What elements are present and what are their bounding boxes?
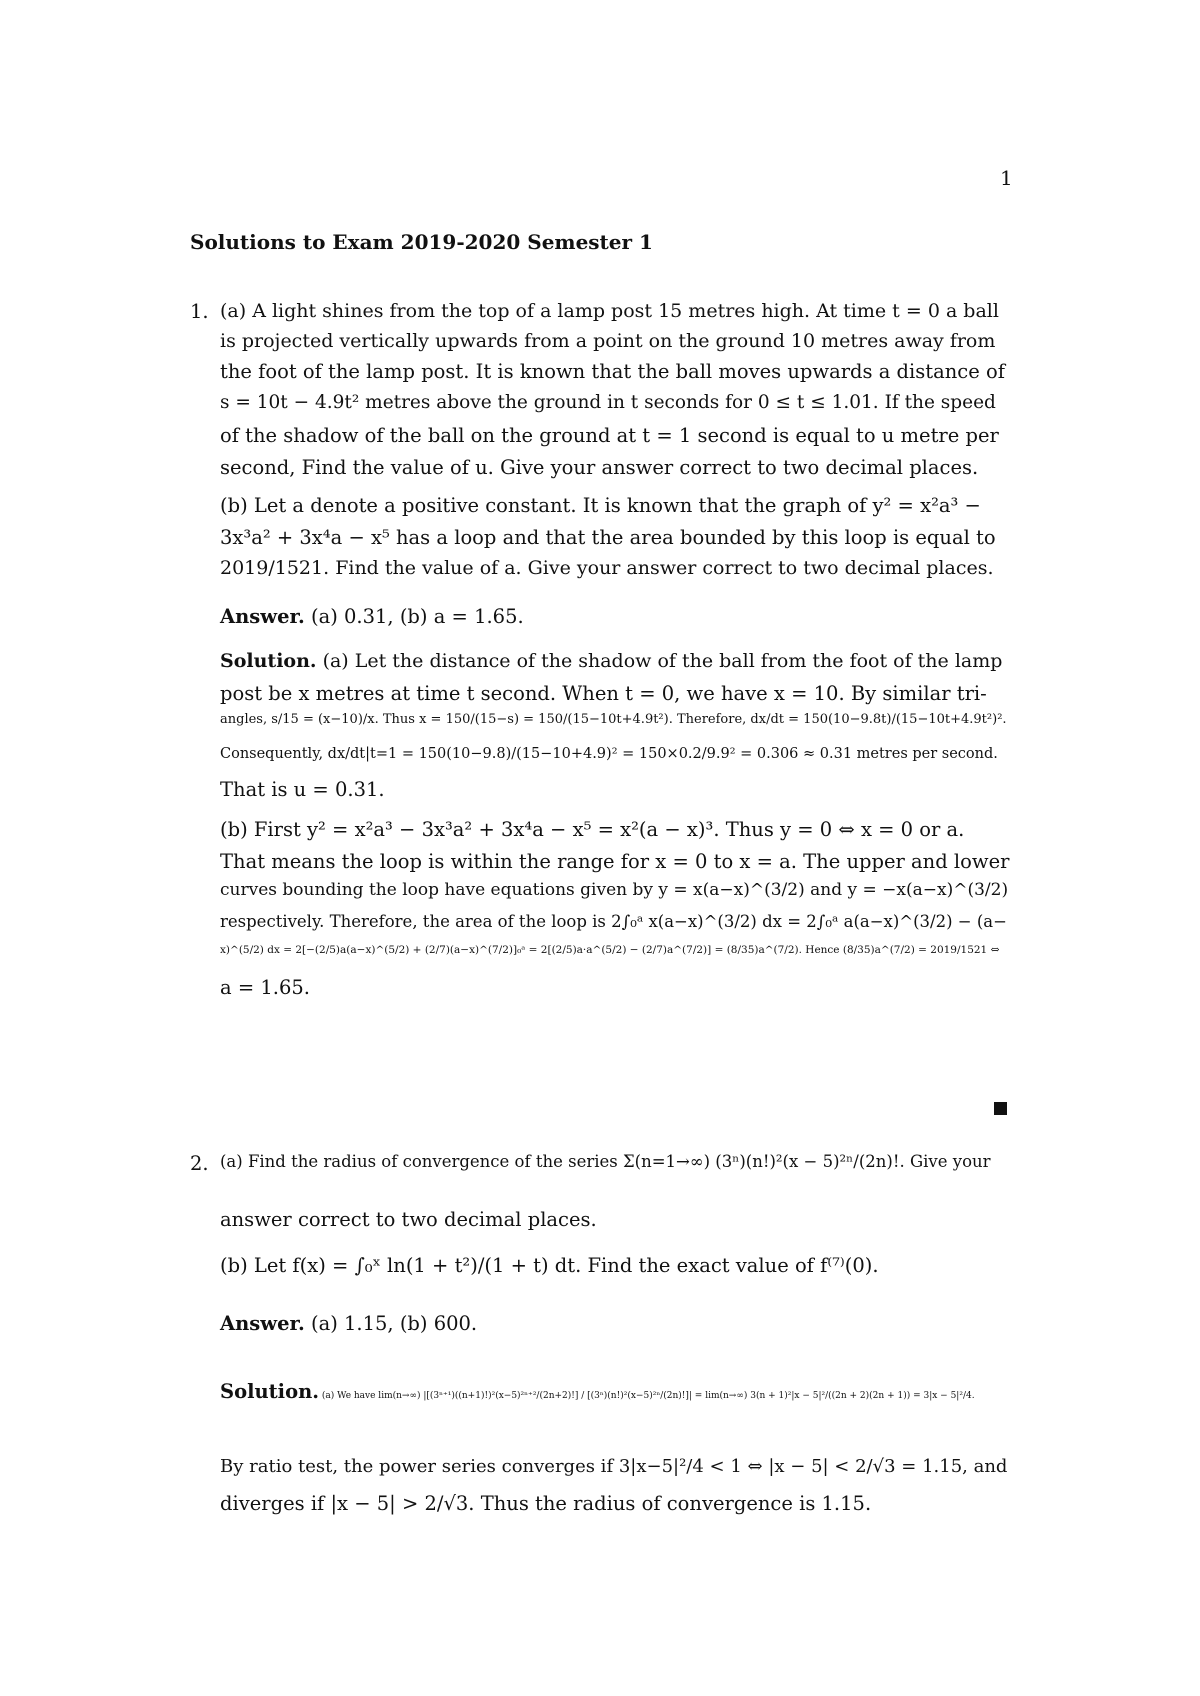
end-of-proof-mark bbox=[994, 1102, 1007, 1115]
question-2-number: 2. bbox=[190, 1152, 209, 1175]
solution-line: post be x metres at time t second. When t = 0, we have x = 10. By similar tri- bbox=[220, 682, 987, 705]
text-line: the foot of the lamp post. It is known that the ball moves upwards a distance of bbox=[220, 360, 1005, 383]
text-line: s = 10t − 4.9t² metres above the ground in t seconds for 0 ≤ t ≤ 1.01. If the speed bbox=[220, 392, 996, 413]
text-line: (a) Find the radius of convergence of the series Σ(n=1→∞) (3ⁿ)(n!)²(x − 5)²ⁿ/(2n)!. Give your bbox=[220, 1152, 991, 1171]
text-line: second, Find the value of u. Give your answer correct to two decimal places. bbox=[220, 456, 979, 479]
solution-line: That means the loop is within the range for x = 0 to x = a. The upper and lower bbox=[220, 850, 1010, 873]
answer-1 bbox=[220, 605, 524, 628]
answer-2 bbox=[220, 1312, 477, 1335]
solution-line: a = 1.65. bbox=[220, 976, 310, 999]
solution-text: (a) We have lim(n→∞) |[(3ⁿ⁺¹)((n+1)!)²(x−5)²ⁿ⁺²/(2n+2)!] / [(3ⁿ)(n!)²(x−5)²ⁿ/(2n)!]| = lim(n→∞) 3(n + 1)²|x − 5|²/((2n + 2)(2n + 1)) = 3|x − 5|²/4. bbox=[319, 1391, 975, 1401]
answer-text: (a) 1.15, (b) 600. bbox=[304, 1312, 478, 1335]
solution-line: diverges if |x − 5| > 2/√3. Thus the radius of convergence is 1.15. bbox=[220, 1492, 872, 1515]
solution-line: Consequently, dx/dt|t=1 = 150(10−9.8)/(15−10+4.9)² = 150×0.2/9.9² = 0.306 ≈ 0.31 metres per second. bbox=[220, 746, 998, 762]
solution-line: angles, s/15 = (x−10)/x. Thus x = 150/(15−s) = 150/(15−10t+4.9t²). Therefore, dx/dt = 150(10−9.8t)/(15−10t+4.9t²)². bbox=[220, 712, 1007, 727]
text-line: 3x³a² + 3x⁴a − x⁵ has a loop and that the area bounded by this loop is equal to bbox=[220, 526, 996, 549]
text-line: (b) Let a denote a positive constant. It is known that the graph of y² = x²a³ − bbox=[220, 494, 981, 517]
text-line: (b) Let f(x) = ∫₀ˣ ln(1 + t²)/(1 + t) dt. Find the exact value of f⁽⁷⁾(0). bbox=[220, 1254, 879, 1277]
solution-line: That is u = 0.31. bbox=[220, 778, 385, 801]
answer-label: Answer. bbox=[220, 1312, 305, 1335]
solution-line bbox=[220, 1380, 975, 1403]
solution-line bbox=[220, 650, 1002, 672]
solution-label: Solution. bbox=[220, 650, 317, 672]
text-line: of the shadow of the ball on the ground at t = 1 second is equal to u metre per bbox=[220, 424, 999, 447]
solution-line: x)^(5/2) dx = 2[−(2/5)a(a−x)^(5/2) + (2/7)(a−x)^(7/2)]₀ᵃ = 2[(2/5)a·a^(5/2) − (2/7)a^(7/2)] = (8/35)a^(7/2). Hence (8/35)a^(7/2) = 2019/1521 ⇔ bbox=[220, 944, 1000, 956]
text-line: 2019/1521. Find the value of a. Give your answer correct to two decimal places. bbox=[220, 557, 994, 579]
text-line: answer correct to two decimal places. bbox=[220, 1208, 597, 1231]
page-number: 1 bbox=[1000, 166, 1013, 190]
text-line: is projected vertically upwards from a point on the ground 10 metres away from bbox=[220, 330, 996, 352]
solution-text: (a) Let the distance of the shadow of the ball from the foot of the lamp bbox=[316, 650, 1003, 672]
solution-label: Solution. bbox=[220, 1380, 320, 1403]
page-title: Solutions to Exam 2019-2020 Semester 1 bbox=[190, 230, 653, 254]
answer-text: (a) 0.31, (b) a = 1.65. bbox=[304, 605, 524, 628]
solution-line: (b) First y² = x²a³ − 3x³a² + 3x⁴a − x⁵ = x²(a − x)³. Thus y = 0 ⇔ x = 0 or a. bbox=[220, 818, 965, 841]
answer-label: Answer. bbox=[220, 605, 305, 628]
solution-line: By ratio test, the power series converges if 3|x−5|²/4 < 1 ⇔ |x − 5| < 2/√3 = 1.15, and bbox=[220, 1456, 1008, 1477]
question-1-number: 1. bbox=[190, 300, 209, 323]
text-line: (a) A light shines from the top of a lamp post 15 metres high. At time t = 0 a ball bbox=[220, 300, 999, 322]
solution-line: respectively. Therefore, the area of the loop is 2∫₀ᵃ x(a−x)^(3/2) dx = 2∫₀ᵃ a(a−x)^(3/2) − (a− bbox=[220, 912, 1007, 931]
solution-line: curves bounding the loop have equations given by y = x(a−x)^(3/2) and y = −x(a−x)^(3/2) bbox=[220, 880, 1009, 900]
